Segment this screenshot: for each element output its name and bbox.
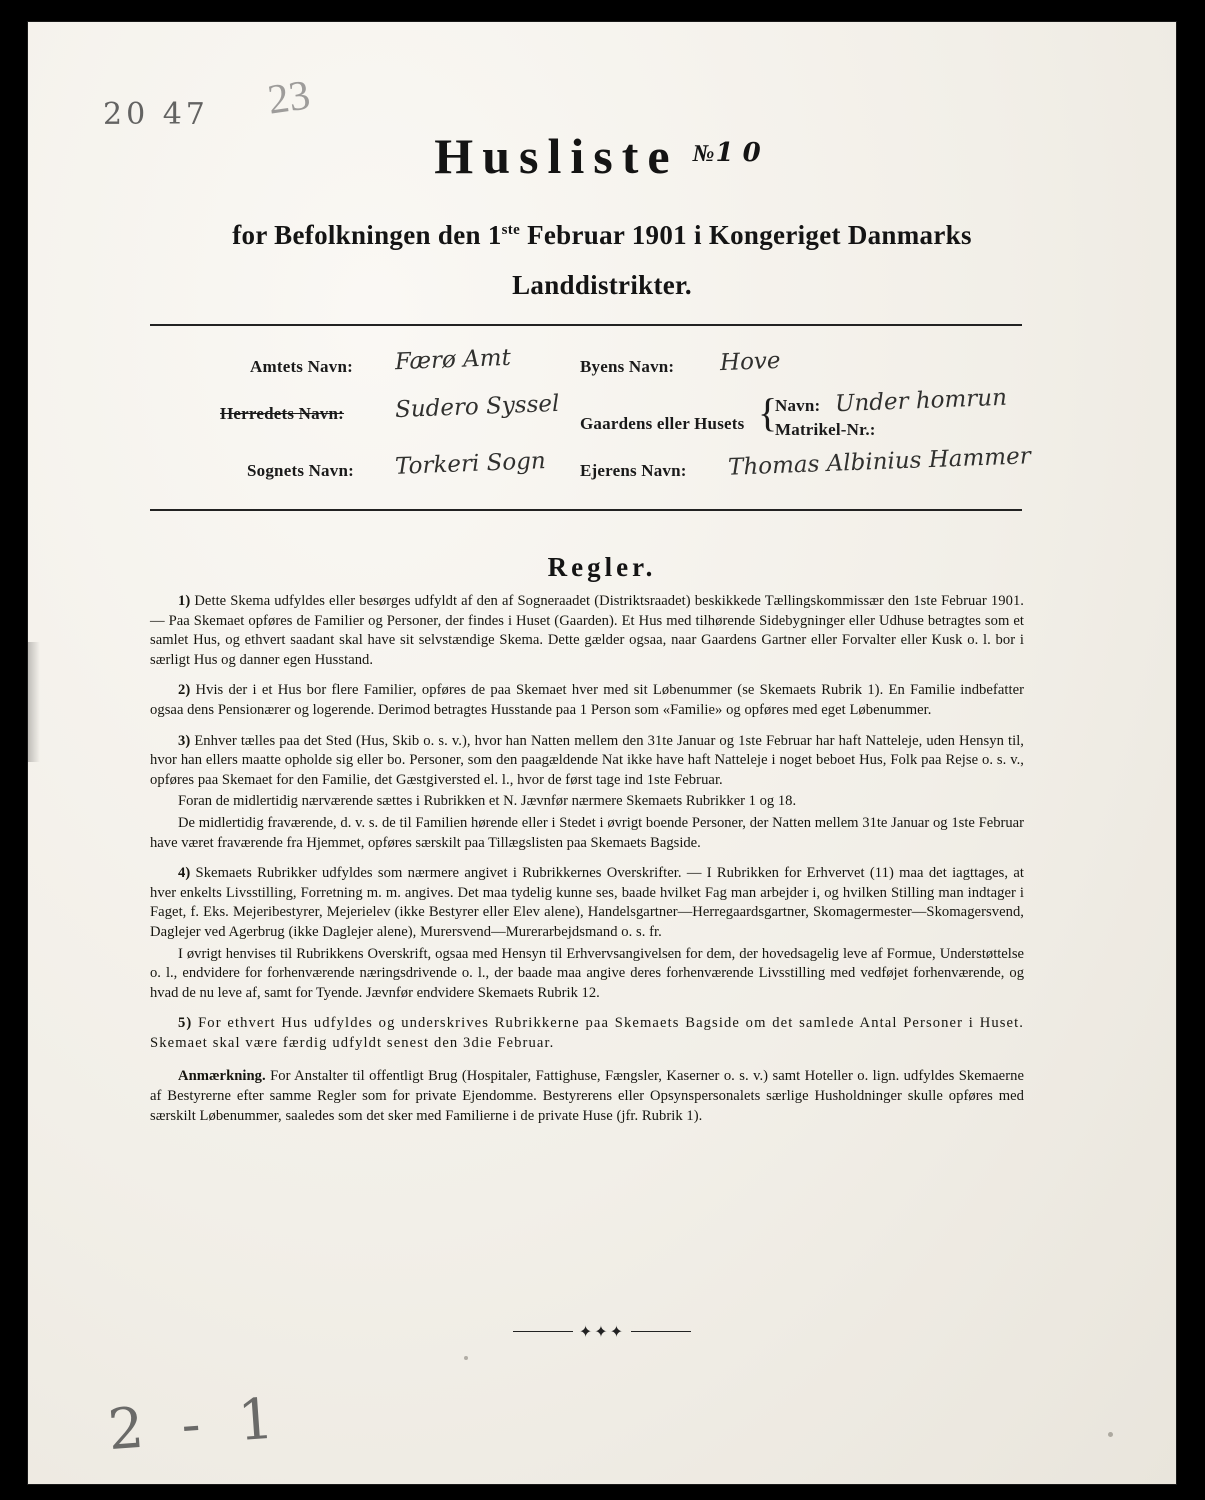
rule-item-2 [150,681,1024,720]
form-row-3 [150,441,1032,488]
rule-number-3: 3) [178,732,191,749]
subtitle-line-1 [28,220,1176,251]
paper-speck [464,1356,468,1360]
title-number-value: 10 [715,138,770,168]
value-ejerens-navn: Thomas Albinius Hammer [727,443,1032,481]
rule-text-3: Enhver tælles paa det Sted (Hus, Skib o. s. v.), hvor han Natten mellem den 31te Januar og 1ste Februar har haft Natteleje, uden Hensyn til, hvor han ellers maatte opholde sig eller bo. Personer, som den paagældende Nat ikke have haft Natteleje i noget beboet Hus, Folk paa Rejse o. s. v., opføres paa Skemaet for den Familie, det Gæstgiversted el. l., hvor de først tage ind 1ste Februar. [150,732,1024,788]
rules-heading: Regler. [547,552,657,582]
subtitle-superscript: ste [501,222,521,238]
paper-speck [1108,1432,1113,1437]
divider-bottom [150,509,1022,511]
rule-item-4 [150,864,1024,942]
rule-4-sub-1: I øvrigt henvises til Rubrikkens Overskrift, ogsaa med Hensyn til Erhvervsangivelsen for dem, der hovedsagelig leve af Formue, Understøttelse o. l., endvidere for forhenværende næringsdrivende o. l., der baade maa angive deres forhenværende Livsstilling med vedføjet forhenværende, og hvad de nu leve af, samt for Tyende. Jævnfør endvidere Skemaets Rubrik 12. [150,945,1024,1001]
subtitle-part-b: Februar 1901 i Kongeriget Danmarks [520,220,972,250]
archival-mark-top-left: 20 47 [103,97,209,132]
rule-item-1 [150,592,1024,670]
rule-text-4: Skemaets Rubrikker udfyldes som nærmere angivet i Rubrikkernes Overskrifter. — I Rubrikken for Erhvervet (11) maa det iagttages, at hver enkelts Livsstilling, Forretning m. m. angives. Det maa tydelig kunne ses, baade hvilket Fag man arbejder i, og hvilken Stilling man indtager i Faget, f. Eks. Mejeribestyrer, Mejerielev (ikke Bestyrer eller Elev alene), Handelsgartner—Herregaardsgartner, Skomagermester—Skomagersvend, Daglejer ved Agerbrug (ikke Daglejer alene), Murersvend—Murerarbejdsmand o. s. fr. [150,865,1024,940]
page-edge-smudge [28,642,40,762]
value-navn: Under homrun [834,384,1008,418]
rule-number-5: 5) [178,1015,193,1032]
subtitle-line-2: Landdistrikter. [512,270,692,300]
divider-top [150,324,1022,326]
subtitle-part-a: for Befolkningen den 1 [232,220,502,250]
form-row-2 [150,384,1022,441]
label-gaardens-eller-husets: Gaardens eller Husets [580,414,745,433]
archival-mark-bottom-left: 2 - 1 [105,1385,286,1464]
rule-3-sub-2: De midlertidig fraværende, d. v. s. de til Familien hørende eller i Stedet i øvrigt boende Personer, der Natten mellem 31te Januar og 1ste Februar have været fraværende fra Hjemmet, opføres særskilt paa Tillægslisten paa Skemaets Bagside. [150,814,1024,851]
title-number-label: № [692,141,716,167]
rule-text-1: Dette Skema udfyldes eller besørges udfyldt af den af Sogneraadet (Distriktsraadet) beskikkede Tællingskommissær den 1ste Februar 1901. — Paa Skemaet opføres de Familier og Personer, der findes i Huset (Gaarden). Et Hus med tilhørende Sidebygninger eller Udhuse betragtes som et samlet Hus, og ethvert saadant skal have sit selvstændige Skema. Dette gælder ogsaa, naar Gaardens Gartner eller Forvalter eller Kusk o. l. bor i særligt Hus og danner egen Husstand. [150,593,1024,668]
rules-body [150,592,1024,1137]
rule-item-5 [150,1014,1024,1053]
form-fields [150,344,1032,488]
rule-item-3 [150,732,1024,791]
value-herredets-navn: Sudero Syssel [394,390,560,424]
label-navn: Navn: [775,396,821,415]
page-title-text: Husliste [434,128,679,184]
label-matrikel-nr: Matrikel-Nr.: [775,420,876,439]
archival-mark-stamp: 23 [265,72,313,124]
ornament-bar-right [631,1331,691,1332]
label-herredets-navn: Herredets Navn: [220,404,345,423]
label-amtets-navn: Amtets Navn: [250,357,353,376]
rule-3-sub-1: Foran de midlertidig nærværende sættes i Rubrikken et N. Jævnfør nærmere Skemaets Rubrikker 1 og 18. [178,793,797,810]
ornament-divider: ✦✦✦ [28,1322,1176,1342]
rule-number-4: 4) [178,865,191,882]
label-byens-navn: Byens Navn: [580,357,675,376]
note-block [150,1067,1024,1126]
label-ejerens-navn: Ejerens Navn: [580,461,687,480]
rule-number-2: 2) [178,682,191,699]
note-text: For Anstalter til offentligt Brug (Hospitaler, Fattighuse, Fængsler, Kaserner o. s. v.) samt Hoteller o. lign. udfyldes Skemaerne af Bestyrerne efter samme Regler som for private Ejendomme. Bestyrerens eller Opsynspersonalets særlige Husholdninger skulle opføres med særskilt Løbenummer, saaledes som det sker med Familierne i de private Huse (jfr. Rubrik 1). [150,1068,1024,1124]
page-title [28,127,1176,185]
rule-text-2: Hvis der i et Hus bor flere Familier, opføres de paa Skemaet hver med sit Løbenummer (se Skemaets Rubrik 1). En Familie indbefatter ogsaa dens Pensionærer og logerende. Derimod betragtes Husstande paa 1 Person som «Familie» og opføres med eget Løbenummer. [150,682,1025,718]
rule-text-5: For ethvert Hus udfyldes og underskrives Rubrikkerne paa Skemaets Bagside om det samlede Antal Personer i Huset. Skemaet skal være færdig udfyldt senest den 3die Februar. [150,1015,1024,1051]
scanned-page [28,22,1176,1484]
value-sognets-navn: Torkeri Sogn [394,448,547,480]
rule-number-1: 1) [178,593,191,609]
note-label: Anmærkning. [178,1068,266,1085]
brace-icon: { [758,390,778,435]
value-byens-navn: Hove [719,347,781,377]
ornament-bar-left [513,1331,573,1332]
value-amtets-navn: Færø Amt [394,344,512,376]
label-sognets-navn: Sognets Navn: [247,461,354,480]
form-row-1 [150,344,1022,394]
